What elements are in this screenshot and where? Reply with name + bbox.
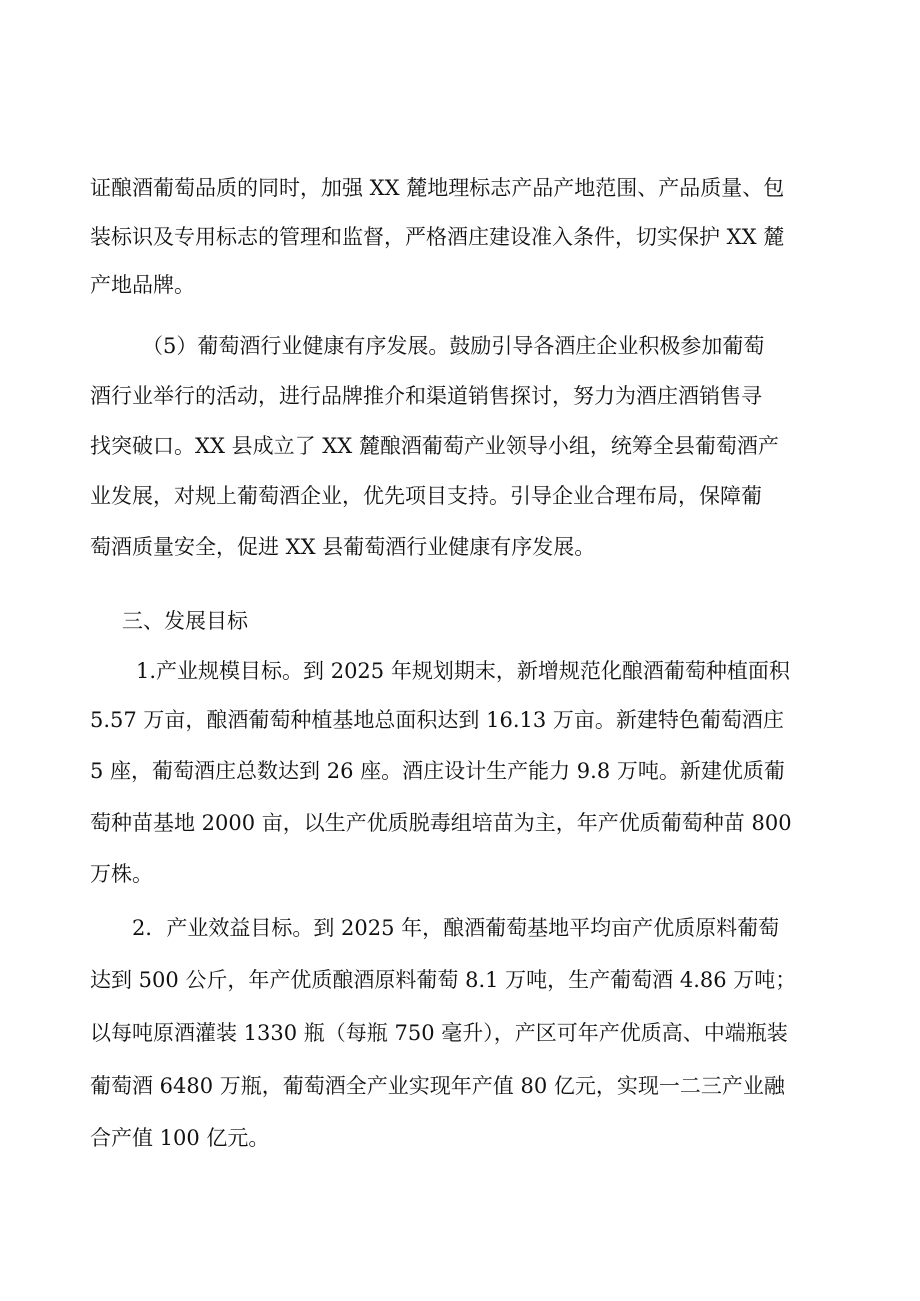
paragraph-1-line-2: 装标识及专用标志的管理和监督，严格酒庄建设准入条件，切实保护 XX 麓	[90, 225, 785, 249]
paragraph-1-line-3: 产地品牌。	[90, 273, 195, 297]
paragraph-3-line-2: 5.57 万亩，酿酒葡萄种植基地总面积达到 16.13 万亩。新建特色葡萄酒庄	[90, 708, 784, 732]
paragraph-4-line-3: 以每吨原酒灌装 1330 瓶（每瓶 750 毫升），产区可年产优质高、中端瓶装	[90, 1021, 788, 1045]
paragraph-3-line-5: 万株。	[90, 862, 153, 886]
paragraph-4-line-4: 葡萄酒 6480 万瓶，葡萄酒全产业实现年产值 80 亿元，实现一二三产业融	[90, 1074, 785, 1098]
paragraph-2-line-3: 找突破口。XX 县成立了 XX 麓酿酒葡萄产业领导小组，统筹全县葡萄酒产	[90, 434, 779, 458]
paragraph-2-line-5: 萄酒质量安全，促进 XX 县葡萄酒行业健康有序发展。	[90, 535, 596, 559]
paragraph-4-line-5: 合产值 100 亿元。	[90, 1126, 270, 1150]
paragraph-3-line-1: 1.产业规模目标。到 2025 年规划期末，新增规范化酿酒葡萄种植面积	[136, 659, 790, 683]
paragraph-3-line-4: 萄种苗基地 2000 亩，以生产优质脱毒组培苗为主，年产优质葡萄种苗 800	[90, 811, 792, 835]
paragraph-2-line-2: 酒行业举行的活动，进行品牌推介和渠道销售探讨，努力为酒庄酒销售寻	[90, 384, 762, 408]
section-heading: 三、发展目标	[122, 609, 248, 633]
paragraph-3-line-3: 5 座，葡萄酒庄总数达到 26 座。酒庄设计生产能力 9.8 万吨。新建优质葡	[90, 759, 785, 783]
paragraph-2-line-4: 业发展，对规上葡萄酒企业，优先项目支持。引导企业合理布局，保障葡	[90, 484, 762, 508]
paragraph-1-line-1: 证酿酒葡萄品质的同时，加强 XX 麓地理标志产品产地范围、产品质量、包	[90, 176, 785, 200]
paragraph-4-line-1: 2．产业效益目标。到 2025 年，酿酒葡萄基地平均亩产优质原料葡萄	[132, 916, 780, 940]
paragraph-2-line-1: （5）葡萄酒行业健康有序发展。鼓励引导各酒庄企业积极参加葡萄	[142, 334, 765, 358]
paragraph-4-line-2: 达到 500 公斤，年产优质酿酒原料葡萄 8.1 万吨，生产葡萄酒 4.86 万吨；	[90, 968, 797, 992]
